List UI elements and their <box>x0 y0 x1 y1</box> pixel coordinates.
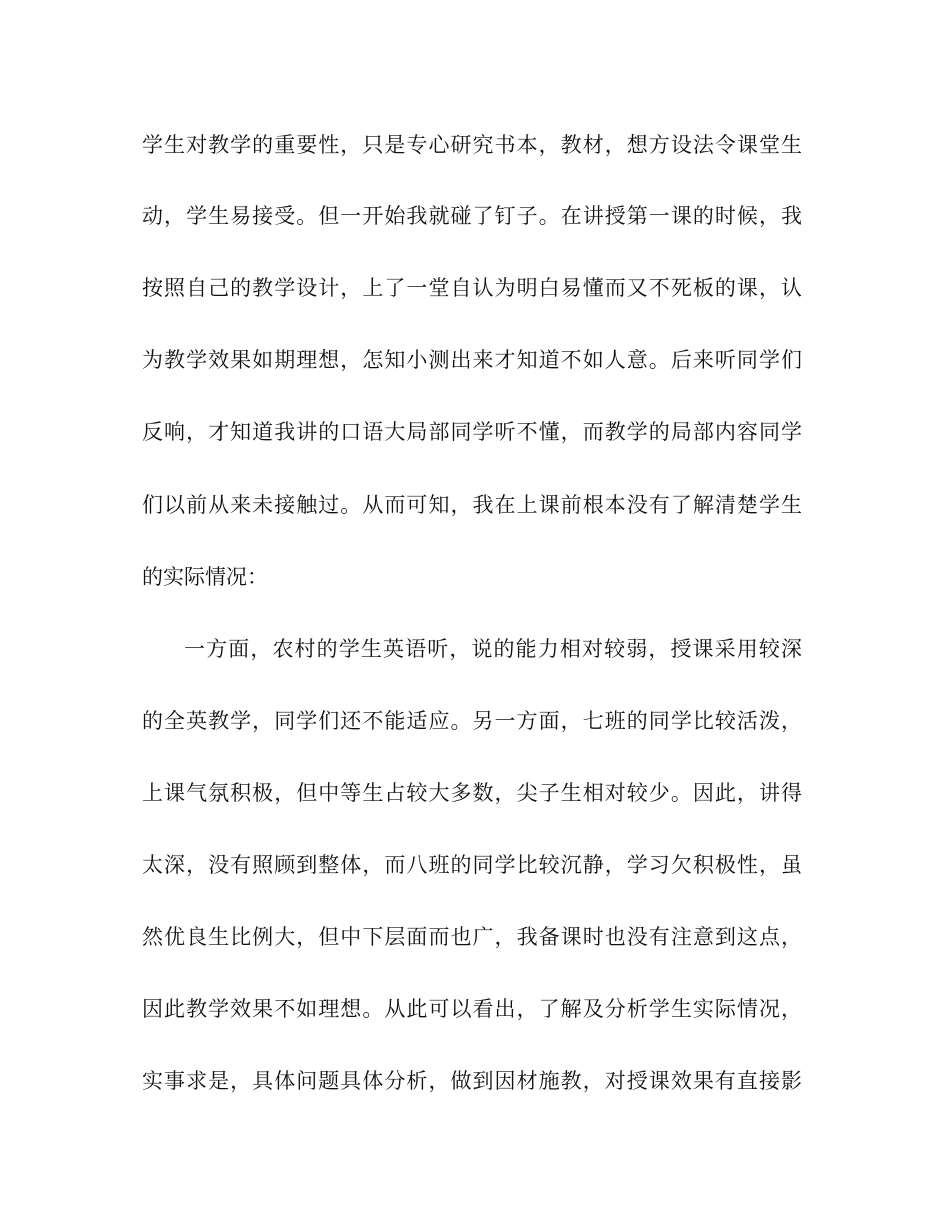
paragraph-first-line: 一方面，农村的学生英语听，说的能力相对较弱，授课采用较深 <box>184 637 802 661</box>
text-line: 为教学效果如期理想，怎知小测出来才知道不如人意。后来听同学们 <box>142 348 802 372</box>
text-line: 因此教学效果不如理想。从此可以看出，了解及分析学生实际情况， <box>142 997 802 1021</box>
text-line: 动，学生易接受。但一开始我就碰了钉子。在讲授第一课的时候，我 <box>142 204 802 228</box>
text-line: 的实际情况： <box>142 565 268 589</box>
text-line: 上课气氛积极，但中等生占较大多数，尖子生相对较少。因此，讲得 <box>142 781 802 805</box>
text-line: 的全英教学，同学们还不能适应。另一方面，七班的同学比较活泼， <box>142 709 802 733</box>
text-line: 实事求是，具体问题具体分析，做到因材施教，对授课效果有直接影 <box>142 1069 802 1093</box>
text-line: 太深，没有照顾到整体，而八班的同学比较沉静，学习欠积极性，虽 <box>142 853 802 877</box>
text-line: 按照自己的教学设计，上了一堂自认为明白易懂而又不死板的课，认 <box>142 276 802 300</box>
text-line: 反响，才知道我讲的口语大局部同学听不懂，而教学的局部内容同学 <box>142 420 802 444</box>
text-line: 们以前从来未接触过。从而可知，我在上课前根本没有了解清楚学生 <box>142 493 802 517</box>
text-line: 学生对教学的重要性，只是专心研究书本，教材，想方设法令课堂生 <box>142 133 802 157</box>
text-line: 然优良生比例大，但中下层面而也广，我备课时也没有注意到这点， <box>142 925 802 949</box>
